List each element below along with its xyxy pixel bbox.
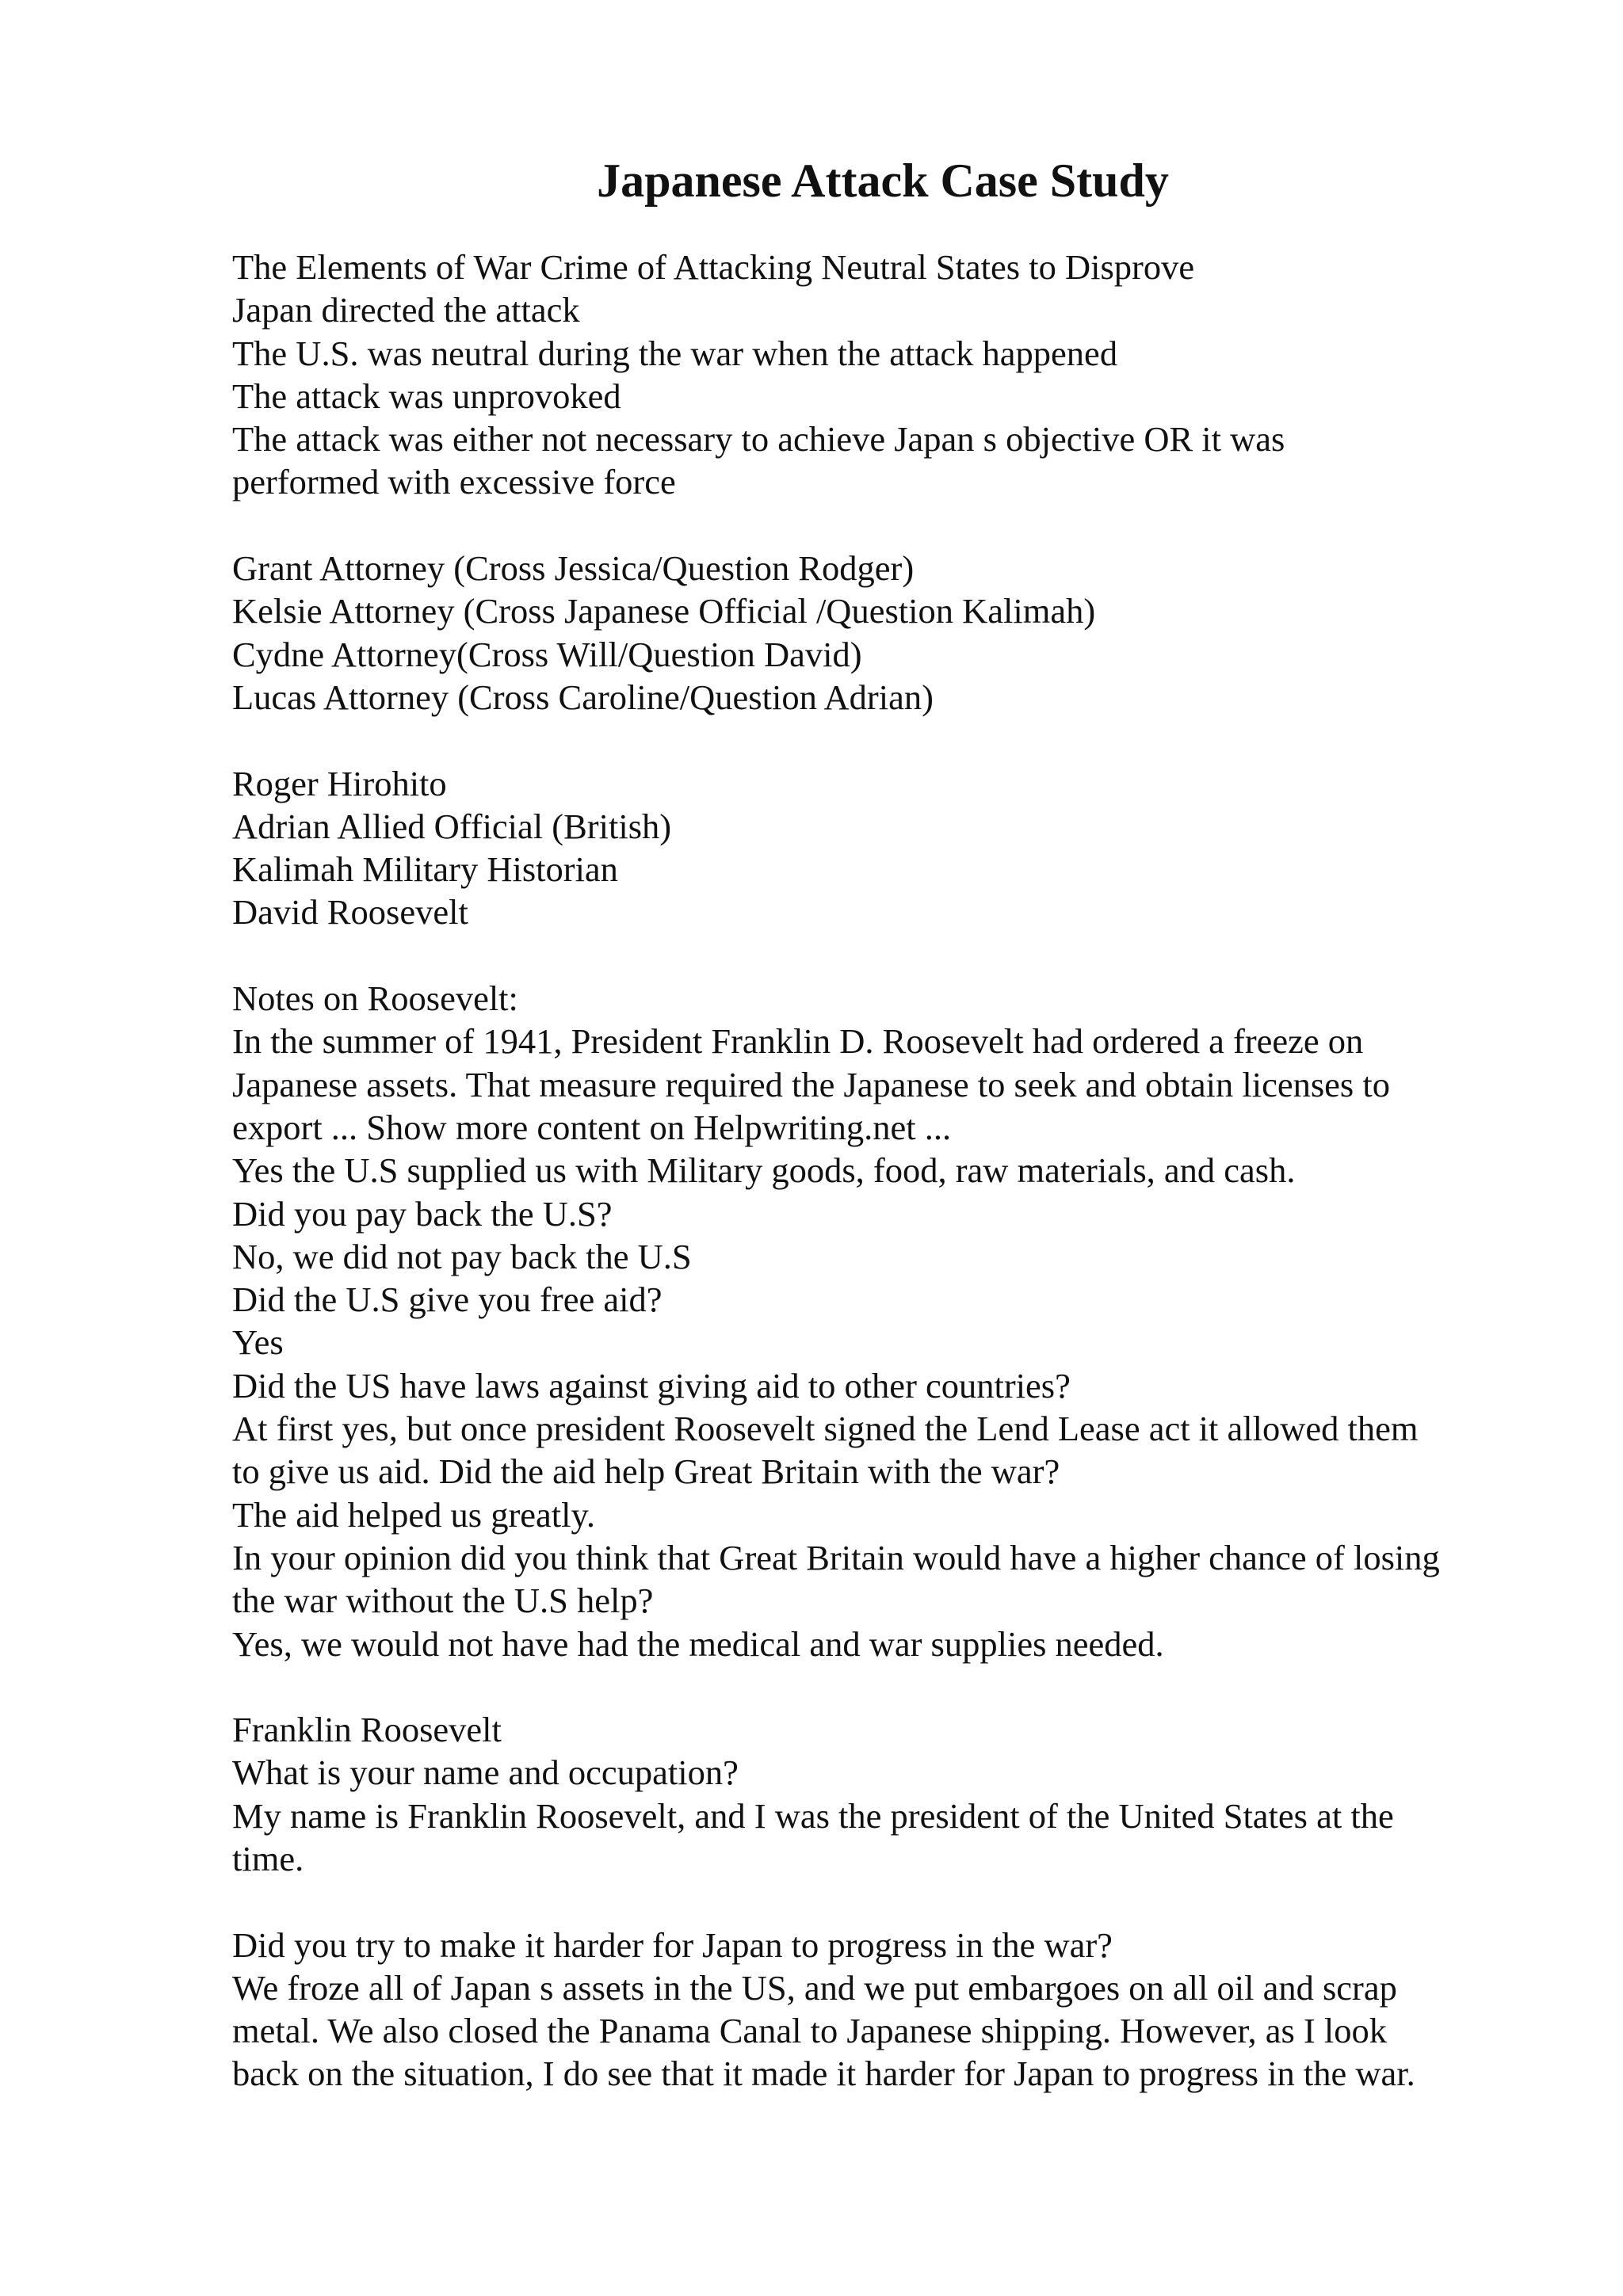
attorneys-section (232, 547, 1611, 719)
list-item: Kelsie Attorney (Cross Japanese Official /Question Kalimah) (232, 591, 1096, 631)
paragraph-gap (232, 1880, 1611, 1923)
list-item: Kalimah Military Historian (232, 849, 618, 890)
list-item: Grant Attorney (Cross Jessica/Question Rodger) (232, 548, 915, 589)
section-heading: Franklin Roosevelt (232, 1710, 502, 1750)
text-line: Did the US have laws against giving aid to other countries? (232, 1365, 1071, 1405)
list-item: Japan directed the attack (232, 290, 580, 330)
elements-section (232, 246, 1611, 504)
text-line: Yes, we would not have had the medical and war supplies needed. (232, 1623, 1164, 1664)
list-item: The attack was either not necessary to achieve Japan s objective OR it was (232, 419, 1285, 460)
text-line: metal. We also closed the Panama Canal to Japanese shipping. However, as I look (232, 2011, 1387, 2051)
witnesses-section (232, 762, 1611, 934)
text-line: In your opinion did you think that Great Britain would have a higher chance of losing (232, 1537, 1440, 1577)
notes-roosevelt-section (232, 977, 1611, 1665)
text-line: Yes (232, 1322, 284, 1363)
list-item: performed with excessive force (232, 462, 676, 502)
final-section (232, 1924, 1611, 2096)
text-line: back on the situation, I do see that it made it harder for Japan to progress in the war. (232, 2054, 1415, 2094)
text-line: The aid helped us greatly. (232, 1494, 596, 1535)
page-title: Japanese Attack Case Study (597, 154, 1169, 207)
text-line: to give us aid. Did the aid help Great Britain with the war? (232, 1451, 1060, 1492)
paragraph-gap (232, 934, 1611, 977)
list-item: The attack was unprovoked (232, 376, 621, 416)
list-item: Lucas Attorney (Cross Caroline/Question Adrian) (232, 677, 934, 717)
franklin-section (232, 1708, 1611, 1880)
list-item: Adrian Allied Official (British) (232, 806, 672, 846)
list-item: David Roosevelt (232, 892, 468, 933)
paragraph-gap (232, 1665, 1611, 1708)
paragraph-gap (232, 504, 1611, 547)
text-line: the war without the U.S help? (232, 1581, 654, 1621)
text-line: Did you try to make it harder for Japan to progress in the war? (232, 1924, 1113, 1965)
paragraph-gap (232, 719, 1611, 761)
text-line: export ... Show more content on Helpwriting.net ... (232, 1107, 952, 1147)
document-body (232, 246, 1611, 2096)
text-line: Yes the U.S supplied us with Military goods, food, raw materials, and cash. (232, 1150, 1296, 1191)
text-line: No, we did not pay back the U.S (232, 1236, 692, 1276)
text-line: We froze all of Japan s assets in the US, and we put embargoes on all oil and scrap (232, 1967, 1397, 2008)
text-line: time. (232, 1838, 304, 1878)
section-heading: The Elements of War Crime of Attacking Neutral States to Disprove (232, 247, 1195, 287)
text-line: At first yes, but once president Roosevelt signed the Lend Lease act it allowed them (232, 1409, 1419, 1449)
list-item: The U.S. was neutral during the war when the attack happened (232, 333, 1118, 373)
text-line: In the summer of 1941, President Franklin D. Roosevelt had ordered a freeze on (232, 1021, 1364, 1062)
text-line: What is your name and occupation? (232, 1753, 739, 1793)
list-item: Cydne Attorney(Cross Will/Question David) (232, 634, 862, 674)
text-line: Japanese assets. That measure required the Japanese to seek and obtain licenses to (232, 1064, 1390, 1104)
text-line: Did the U.S give you free aid? (232, 1280, 663, 1320)
list-item: Roger Hirohito (232, 763, 447, 803)
text-line: Did you pay back the U.S? (232, 1193, 613, 1234)
section-heading: Notes on Roosevelt: (232, 978, 518, 1019)
text-line: My name is Franklin Roosevelt, and I was the president of the United States at the (232, 1795, 1394, 1836)
